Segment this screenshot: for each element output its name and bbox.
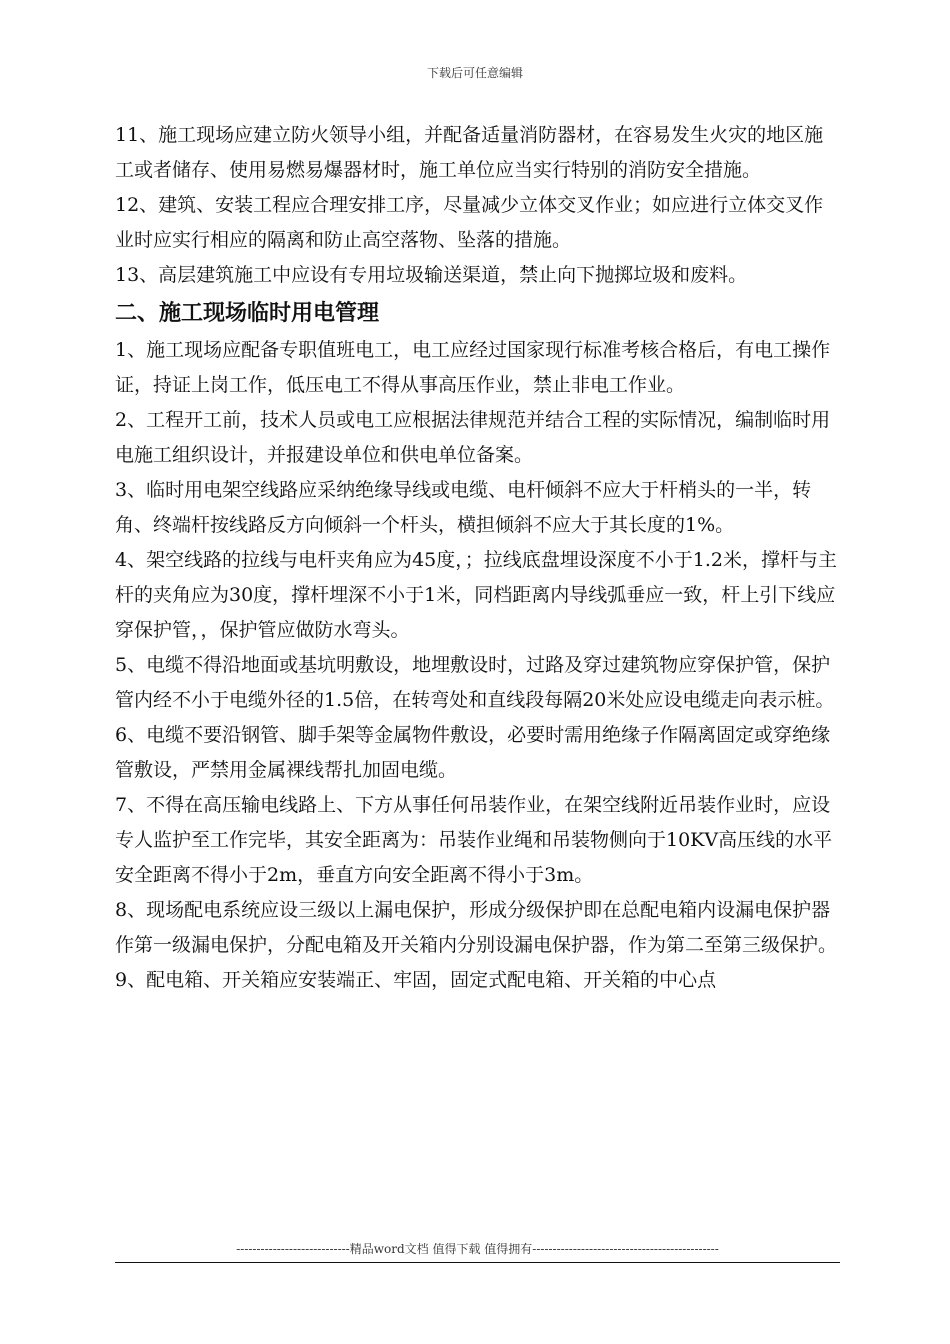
document-body — [115, 118, 840, 998]
paragraph-item-1: 1、施工现场应配备专职值班电工，电工应经过国家现行标准考核合格后，有电工操作证，持证上岗工作，低压电工不得从事高压作业，禁止非电工作业。 — [115, 339, 831, 396]
paragraph-item-11: 11、施工现场应建立防火领导小组，并配备适量消防器材，在容易发生火灾的地区施工或者储存、使用易燃易爆器材时，施工单位应当实行特别的消防安全措施。 — [115, 124, 824, 181]
paragraph-item-9: 9、配电箱、开关箱应安装端正、牢固，固定式配电箱、开关箱的中心点 — [115, 969, 717, 991]
paragraph-item-13: 13、高层建筑施工中应设有专用垃圾输送渠道，禁止向下抛掷垃圾和废料。 — [115, 264, 748, 286]
section-heading: 二、施工现场临时用电管理 — [115, 301, 380, 326]
paragraph-item-6: 6、电缆不要沿钢管、脚手架等金属物件敷设，必要时需用绝缘子作隔离固定或穿绝缘管敷设，严禁用金属裸线帮扎加固电缆。 — [115, 724, 831, 781]
paragraph-item-5: 5、电缆不得沿地面或基坑明敷设，地埋敷设时，过路及穿过建筑物应穿保护管，保护管内经不小于电缆外径的1.5倍，在转弯处和直线段每隔20米处应设电缆走向表示桩。 — [115, 654, 835, 711]
paragraph-item-2: 2、工程开工前，技术人员或电工应根据法律规范并结合工程的实际情况，编制临时用电施工组织设计，并报建设单位和供电单位备案。 — [115, 409, 831, 466]
paragraph-item-3: 3、临时用电架空线路应采纳绝缘导线或电缆、电杆倾斜不应大于杆梢头的一半，转角、终端杆按线路反方向倾斜一个杆头，横担倾斜不应大于其长度的1%。 — [115, 479, 812, 536]
paragraph-item-8: 8、现场配电系统应设三级以上漏电保护，形成分级保护即在总配电箱内设漏电保护器作第一级漏电保护，分配电箱及开关箱内分别设漏电保护器，作为第二至第三级保护。 — [115, 899, 838, 956]
page-header: 下载后可任意编辑 — [426, 66, 523, 80]
paragraph-item-4: 4、架空线路的拉线与电杆夹角应为45度，；拉线底盘埋设深度不小于1.2米，撑杆与主杆的夹角应为30度，撑杆埋深不小于1米，同档距离内导线弧垂应一致，杆上引下线应穿保护管，，保护管应做防水弯头。 — [115, 549, 837, 641]
paragraph-item-12: 12、建筑、安装工程应合理安排工序，尽量减少立体交叉作业；如应进行立体交叉作业时应实行相应的隔离和防止高空落物、坠落的措施。 — [115, 194, 824, 251]
page-footer: ----------------------------精品word文档 值得下载 值得拥有---------------------------------------------- — [236, 1242, 719, 1256]
paragraph-item-7: 7、不得在高压输电线路上、下方从事任何吊装作业，在架空线附近吊装作业时，应设专人监护至工作完毕，其安全距离为：吊装作业绳和吊装物侧向于10KV高压线的水平安全距离不得小于2m，垂直方向安全距离不得小于3m。 — [115, 794, 833, 886]
footer-divider — [115, 1262, 840, 1263]
